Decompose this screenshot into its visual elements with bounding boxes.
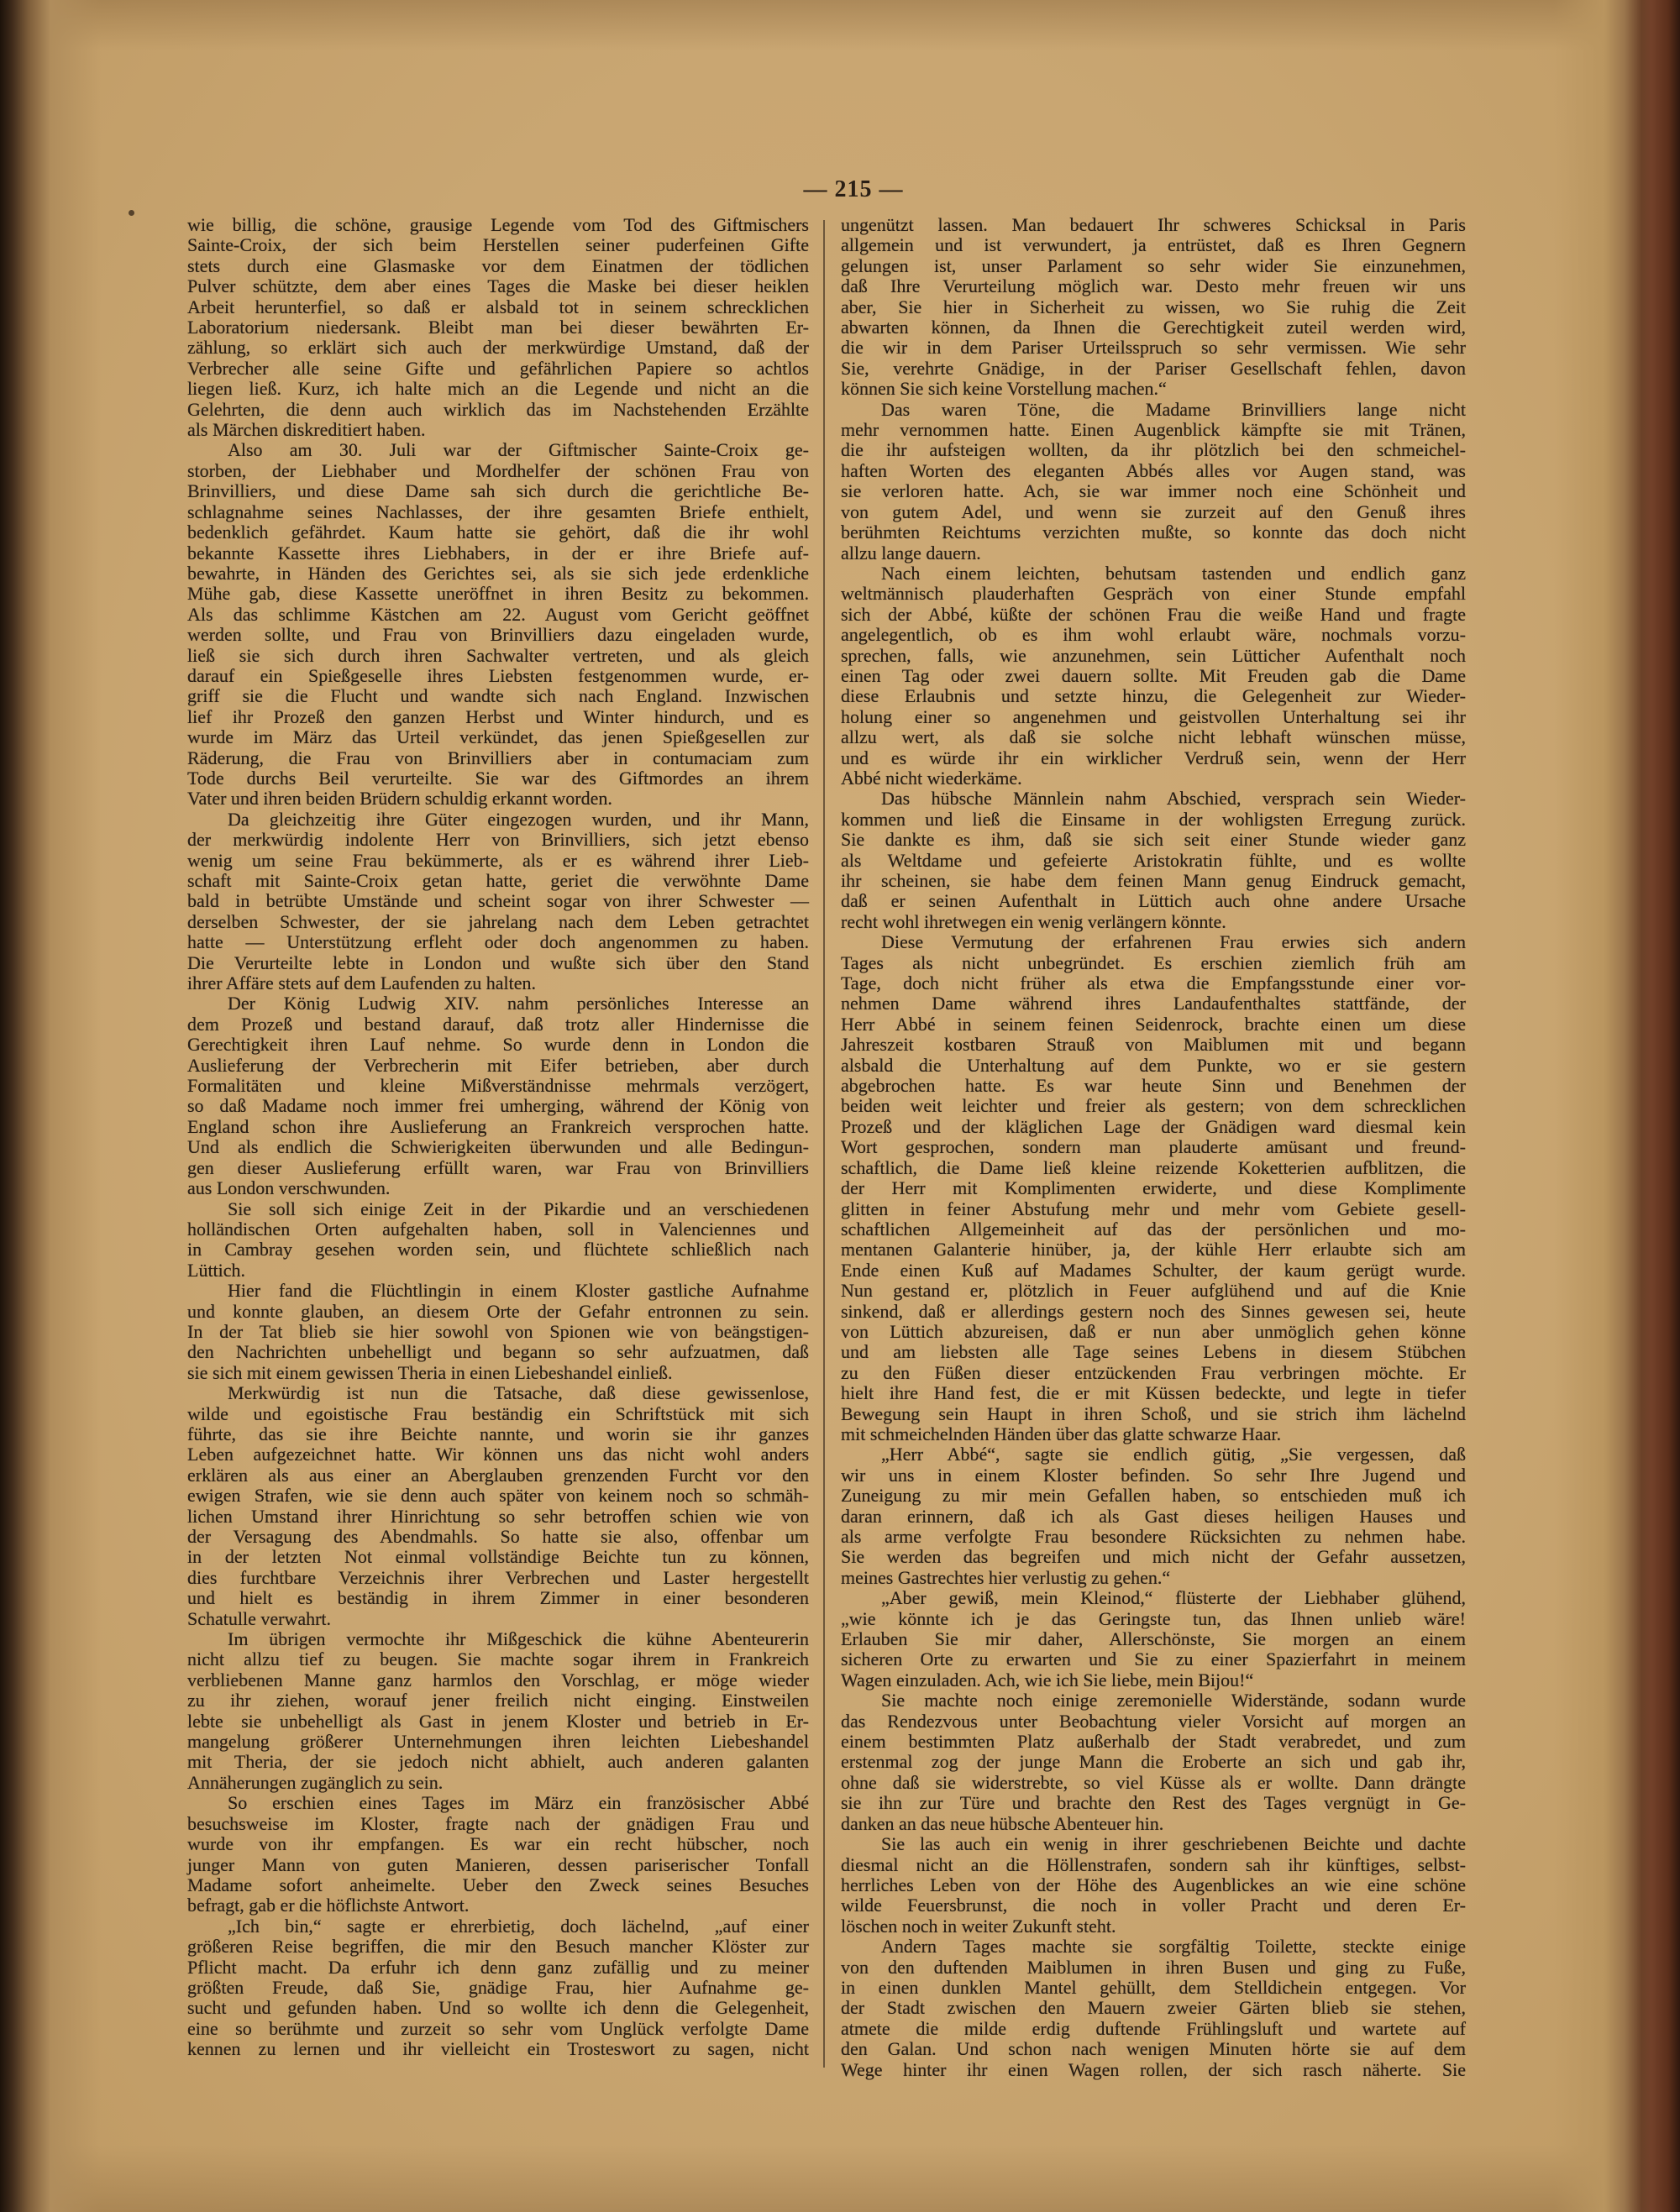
text-line: schaftlich, die Dame ließ kleine reizende Koketterien aufblitzen, die [841, 1156, 1466, 1178]
paragraph [187, 1383, 809, 1629]
text-line: weltmännisch plauderhaften Gespräch von einer Stunde empfahl [841, 583, 1466, 605]
text-line: Laboratorium niedersank. Bleibt man bei dieser bewährten Er- [187, 317, 809, 338]
text-line: meines Gastrechtes hier verlustig zu gehen.“ [841, 1566, 1171, 1588]
paragraph [841, 215, 1466, 400]
text-line: eine so berühmte und zurzeit so sehr vom Unglück verfolgte Dame [187, 2017, 809, 2039]
paragraph [187, 1793, 809, 1916]
text-line: erstenmal zog der junge Mann die Eroberte an sich und gab ihr, [841, 1751, 1466, 1773]
text-line: verbliebenen Manne ganz harmlos den Vorschlag, er möge wieder [187, 1669, 809, 1690]
paragraph [187, 1199, 809, 1282]
paragraph [187, 993, 809, 1198]
text-line: hatte — Unterstützung erfleht oder doch angenommen zu haben. [187, 931, 809, 953]
text-line: griff sie die Flucht und wandte sich nach England. Inzwischen [187, 685, 809, 707]
text-line: alsbald die Unterhaltung auf dem Punkte, wo er sie gestern [841, 1054, 1466, 1076]
text-line: daß Ihre Verurteilung möglich war. Desto mehr freuen wir uns [841, 275, 1466, 297]
text-line: holung einer so angenehmen und geistvollen Unterhaltung sei ihr [841, 705, 1466, 727]
text-line: als Märchen diskreditiert haben. [187, 419, 426, 441]
text-line: abwarten können, da Ihnen die Gerechtigkeit zuteil werden wird, [841, 317, 1466, 338]
text-line: stets durch eine Glasmaske vor dem Einatmen der tödlichen [187, 254, 809, 276]
text-line: Ende einen Kuß auf Madames Schulter, der kaum gerügt wurde. [841, 1259, 1466, 1281]
text-line: Nach einem leichten, behutsam tastenden und endlich ganz [881, 562, 1466, 584]
text-line: zu ihr ziehen, worauf jener freilich nicht einging. Einstweilen [187, 1690, 809, 1711]
paragraph [187, 1281, 809, 1383]
text-line: darauf ein Spießgeselle ihres Liebsten festgenommen wurde, er- [187, 664, 809, 686]
text-line: mentanen Galanterie hinüber, ja, der kühle Herr erlaubte sich am [841, 1239, 1466, 1261]
text-line: storben, der Liebhaber und Mordhelfer der schönen Frau von [187, 459, 809, 481]
text-line: Räderung, die Frau von Brinvilliers aber in contumaciam zum [187, 747, 809, 768]
text-line: Vater und ihren beiden Brüdern schuldig erkannt worden. [187, 788, 612, 810]
text-line: abgebrochen hatte. Es war heute Sinn und Benehmen der [841, 1075, 1466, 1097]
text-line: gelungen ist, unser Parlament so sehr wider Sie einzunehmen, [841, 254, 1466, 276]
text-line: besuchsweise im Kloster, fragte nach der gnädigen Frau und [187, 1812, 809, 1834]
text-line: so daß Madame noch immer frei umherging, während der König von [187, 1095, 809, 1117]
text-line: Sainte-Croix, der sich beim Herstellen seiner puderfeinen Gifte [187, 234, 809, 256]
text-line: werden sollte, und Frau von Brinvilliers dazu eingeladen wurde, [187, 624, 809, 646]
text-line: in der letzten Not einmal vollständige Beichte tun zu können, [187, 1546, 809, 1568]
text-line: die wir in dem Pariser Urteilsspruch so sehr vermissen. Wie sehr [841, 337, 1466, 359]
text-line: Gerechtigkeit ihren Lauf nehme. So wurde denn in London die [187, 1034, 809, 1056]
text-line: in Cambray gesehen worden sein, und flüchtete schließlich nach [187, 1239, 809, 1261]
text-line: beiden weit leichter und freier als gestern; von dem schrecklichen [841, 1095, 1466, 1117]
text-line: Auslieferung der Verbrecherin mit Eifer betrieben, aber durch [187, 1054, 809, 1076]
paragraph [841, 1588, 1466, 1690]
text-line: nehmen Dame während ihres Landaufenthaltes stattfände, der [841, 993, 1466, 1014]
text-line: ihrer Affäre stets auf dem Laufenden zu halten. [187, 972, 536, 994]
text-line: Das waren Töne, die Madame Brinvilliers lange nicht [881, 398, 1466, 420]
ink-speck [129, 210, 134, 216]
text-line: England schon ihre Auslieferung an Frankreich versprochen hatte. [187, 1115, 809, 1137]
paragraph [841, 400, 1466, 563]
text-line: angelegentlich, ob es ihm wohl erlaubt wäre, nochmals vorzu- [841, 624, 1466, 646]
text-line: und hielt es beständig in ihrem Zimmer in einer besonderen [187, 1587, 809, 1609]
text-line: Und als endlich die Schwierigkeiten überwunden und alle Bedingun- [187, 1136, 809, 1158]
text-line: der Stadt zwischen den Mauern zweier Gärten blieb sie stehen, [841, 1997, 1466, 2019]
text-line: zählung, so erklärt sich auch der merkwürdige Umstand, daß der [187, 337, 809, 359]
text-line: derselben Schwester, der sie jahrelang nach dem Leben getrachtet [187, 910, 809, 932]
text-line: Annäherungen zugänglich zu sein. [187, 1771, 444, 1793]
text-line: Herr Abbé in seinem feinen Seidenrock, brachte einen um diese [841, 1013, 1466, 1035]
text-line: mit schmeichelnden Händen über das glatte schwarze Haar. [841, 1423, 1282, 1444]
text-line: Tage, doch nicht früher als etwa die Empfangsstunde einer vor- [841, 972, 1466, 994]
text-line: Lüttich. [187, 1259, 246, 1281]
text-line: Mühe gab, diese Kassette uneröffnet in ihren Besitz zu bekommen. [187, 583, 809, 605]
text-line: nicht allzu tief zu beugen. Sie machte sogar ihrem in Frankreich [187, 1649, 809, 1670]
left-column [187, 215, 809, 2060]
text-line: Verbrecher alle seine Gifte und gefährlichen Papiere so achtlos [187, 357, 809, 379]
text-line: Pflicht macht. Da erfuhr ich denn ganz zufällig und zu meiner [187, 1956, 809, 1978]
text-line: bedenklich gefährdet. Kaum hatte sie gehört, daß die ihr wohl [187, 522, 809, 543]
text-line: ihr scheinen, sie habe dem feinen Mann genug Eindruck gemacht, [841, 870, 1466, 891]
text-line: Tages als nicht unbegründet. Es erschien ziemlich früh am [841, 951, 1466, 973]
text-line: lief ihr Prozeß den ganzen Herbst und Winter hindurch, und es [187, 705, 809, 727]
text-line: Der König Ludwig XIV. nahm persönliches Interesse an [228, 993, 809, 1014]
text-line: In der Tat blieb sie hier sowohl von Spionen wie von beängstigen- [187, 1320, 809, 1342]
text-line: „Aber gewiß, mein Kleinod,“ flüsterte der Liebhaber glühend, [881, 1587, 1466, 1609]
text-line: kennen zu lernen und ihr vielleicht ein Trosteswort zu sagen, nicht [187, 2038, 809, 2060]
text-line: mangelung größerer Unternehmungen ihren leichten Liebeshandel [187, 1731, 809, 1753]
text-line: von den duftenden Maiblumen in ihren Busen und ging zu Fuße, [841, 1956, 1466, 1978]
text-line: wie billig, die schöne, grausige Legende vom Tod des Giftmischers [187, 214, 809, 235]
page-number: — 215 — [803, 176, 904, 202]
text-line: aus London verschwunden. [187, 1177, 391, 1199]
text-line: lebte sie unbehelligt als Gast in jenem Kloster und betrieb in Er- [187, 1710, 809, 1732]
text-line: Andern Tages machte sie sorgfältig Toilette, steckte einige [881, 1936, 1466, 1958]
text-line: von Lüttich abzureisen, daß er nun aber unmöglich gehen könne [841, 1320, 1466, 1342]
text-line: Als das schlimme Kästchen am 22. August vom Gericht geöffnet [187, 603, 809, 625]
text-line: ungenützt lassen. Man bedauert Ihr schweres Schicksal in Paris [841, 214, 1466, 235]
text-line: einem bestimmten Platz außerhalb der Stadt verabredet, und zum [841, 1731, 1466, 1753]
text-line: wurde von ihr empfangen. Es war ein recht hübscher, noch [187, 1833, 809, 1855]
text-line: sie sich mit einem gewissen Theria in einen Liebeshandel einließ. [187, 1361, 673, 1383]
text-line: herrliches Leben von der Höhe des Augenblickes an wie eine schöne [841, 1874, 1466, 1895]
paragraph [187, 1916, 809, 2060]
text-line: So erschien eines Tages im März ein französischer Abbé [228, 1792, 809, 1814]
text-line: löschen noch in weiter Zukunft steht. [841, 1915, 1116, 1937]
text-line: Das hübsche Männlein nahm Abschied, versprach sein Wieder- [881, 788, 1466, 810]
text-line: bekannte Kassette ihres Liebhabers, in der er ihre Briefe auf- [187, 542, 809, 563]
text-line: der Versagung des Abendmahls. So hatte sie also, offenbar um [187, 1526, 809, 1547]
text-line: Wort gesprochen, sondern man plauderte amüsant und freund- [841, 1136, 1466, 1158]
text-line: bewahrte, in Händen des Gerichtes sei, als sie sich jede erdenkliche [187, 562, 809, 584]
text-line: Formalitäten und kleine Mißverständnisse mehrmals verzögert, [187, 1075, 809, 1097]
text-line: größten Freude, daß Sie, gnädige Frau, hier Aufnahme ge- [187, 1976, 809, 1998]
paragraph [187, 215, 809, 440]
text-line: kommen und ließ die Einsame in der wohligsten Erregung zurück. [841, 808, 1466, 830]
column-divider [823, 220, 825, 2068]
text-line: den Galan. Und schon nach wenigen Minuten hörte sie auf dem [841, 2038, 1466, 2060]
text-line: Diese Vermutung der erfahrenen Frau erwies sich andern [881, 931, 1466, 953]
paragraph [841, 789, 1466, 932]
text-line: Sie machte noch einige zeremonielle Widerstände, sodann wurde [881, 1690, 1466, 1711]
text-line: und konnte glauben, an diesem Orte der Gefahr entronnen zu sein. [187, 1300, 809, 1322]
paragraph [187, 440, 809, 809]
text-line: zu den Füßen dieser entzückenden Frau verbringen möchte. Er [841, 1361, 1466, 1383]
text-line: wilde und egoistische Frau beständig ein Schriftstück mit sich [187, 1402, 809, 1424]
text-line: hielt ihre Hand fest, die er mit Küssen bedeckte, und legte in tiefer [841, 1382, 1466, 1404]
text-line: Sie las auch ein wenig in ihrer geschriebenen Beichte und dachte [881, 1833, 1466, 1855]
text-line: Zuneigung zu mir mein Gefallen haben, so entschieden muß ich [841, 1485, 1466, 1507]
text-line: Tode durchs Beil verurteilte. Sie war des Giftmordes an ihrem [187, 767, 809, 789]
text-line: wilde Feuersbrunst, die noch in voller Pracht und deren Er- [841, 1895, 1466, 1916]
text-line: sinkend, daß er allerdings gestern noch des Sinnes gewesen sei, heute [841, 1300, 1466, 1322]
text-line: daran erinnern, daß ich als Gast dieses heiligen Hauses und [841, 1505, 1466, 1527]
text-line: in einen dunklen Mantel gehüllt, dem Stelldichein entgegen. Vor [841, 1976, 1466, 1998]
text-line: Wege hinter ihr einen Wagen rollen, der sich rasch näherte. Sie [841, 2058, 1466, 2080]
text-line: als arme verfolgte Frau besondere Rücksichten zu nehmen habe. [841, 1526, 1466, 1547]
text-line: ließ sie sich durch ihren Sachwalter vertreten, und als gleich [187, 644, 809, 666]
text-line: sich der Abbé, küßte der schönen Frau die weiße Hand und fragte [841, 603, 1466, 625]
text-line: allzu lange dauern. [841, 542, 981, 563]
text-line: Sie soll sich einige Zeit in der Pikardie und an verschiedenen [228, 1198, 809, 1219]
text-line: dem Prozeß und bestand darauf, daß trotz aller Hindernisse die [187, 1013, 809, 1035]
text-line: Im übrigen vermochte ihr Mißgeschick die kühne Abenteurerin [228, 1628, 809, 1650]
paragraph [187, 1629, 809, 1793]
text-line: befragt, gab er die höflichste Antwort. [187, 1895, 470, 1916]
right-column [841, 215, 1466, 2080]
text-line: schlagnahme seines Nachlasses, der ihre gesamten Briefe enthielt, [187, 501, 809, 522]
text-line: danken an das neue hübsche Abenteuer hin. [841, 1812, 1164, 1834]
text-line: Schatulle verwahrt. [187, 1607, 332, 1629]
text-line: und es würde ihr ein wirklicher Verdruß sein, wenn der Herr [841, 747, 1466, 768]
text-line: junger Mann von guten Manieren, dessen pariserischer Tonfall [187, 1853, 809, 1875]
text-line: Abbé nicht wiederkäme. [841, 767, 1022, 789]
text-line: haften Worten des eleganten Abbés alles vor Augen stand, was [841, 459, 1466, 481]
text-line: daß er seinen Aufenthalt in Lüttich auch ohne andere Ursache [841, 890, 1466, 912]
paragraph [841, 563, 1466, 789]
text-line: Hier fand die Flüchtlingin in einem Kloster gastliche Aufnahme [228, 1280, 809, 1302]
text-line: einen Tag oder zwei dauern sollte. Mit Freuden gab die Dame [841, 664, 1466, 686]
text-line: die ihr aufsteigen wollten, da ihr plötzlich bei den schmeichel- [841, 439, 1466, 461]
text-line: allgemein und ist verwundert, ja entrüstet, daß es Ihren Gegnern [841, 234, 1466, 256]
text-line: Sie dankte es ihm, daß sie sich seit einer Stunde wieder ganz [841, 829, 1466, 851]
paragraph [841, 1444, 1466, 1588]
text-line: dies furchtbare Verzeichnis ihrer Verbrechen und Laster hergestellt [187, 1566, 809, 1588]
text-line: Nun gestand er, plötzlich in Feuer aufglühend und auf die Knie [841, 1280, 1466, 1302]
text-line: der merkwürdig indolente Herr von Brinvilliers, sich jetzt ebenso [187, 829, 809, 851]
text-line: diesmal nicht an die Höllenstrafen, sondern sah ihr künftiges, selbst- [841, 1853, 1466, 1875]
text-line: den Nachrichten unbehelligt und begann so sehr aufzuatmen, daß [187, 1341, 809, 1363]
text-line: glitten in feiner Abstufung mehr und mehr vom Gebiete gesell- [841, 1198, 1466, 1219]
text-line: „wie könnte ich je das Geringste tun, das Ihnen unlieb wäre! [841, 1607, 1466, 1629]
text-line: „Ich bin,“ sagte er ehrerbietig, doch lächelnd, „auf einer [228, 1915, 809, 1937]
text-line: recht wohl ihretwegen ein wenig verlängern könnte. [841, 910, 1226, 932]
text-line: aber, Sie hier in Sicherheit zu wissen, wo Sie ruhig die Zeit [841, 296, 1466, 317]
text-line: Sie werden das begreifen und mich nicht der Gefahr aussetzen, [841, 1546, 1466, 1568]
text-line: mit Theria, der sie jedoch nicht abhielt, auch anderen galanten [187, 1751, 809, 1773]
text-line: Bewegung sein Haupt in ihren Schoß, und sie strich ihm lächelnd [841, 1402, 1466, 1424]
text-line: holländischen Orten aufgehalten haben, soll in Valenciennes und [187, 1218, 809, 1240]
text-line: führte, das sie ihre Beichte nannte, und worin sie ihr ganzes [187, 1423, 809, 1444]
text-line: Gelehrten, die denn auch wirklich das im Nachstehenden Erzählte [187, 398, 809, 420]
text-line: schaft mit Sainte-Croix getan hatte, geriet die verwöhnte Dame [187, 870, 809, 891]
text-line: von gutem Adel, und wenn sie zurzeit auf den Genuß ihres [841, 501, 1466, 522]
text-line: bald in betrübte Umstände und scheint sogar von ihrer Schwester — [187, 890, 809, 912]
text-line: wenig um seine Frau bekümmerte, als er es während ihrer Lieb- [187, 849, 809, 871]
text-line: Arbeit herunterfiel, so daß er alsbald tot in seinem schrecklichen [187, 296, 809, 317]
text-line: größeren Reise begriffen, die mir den Besuch mancher Klöster zur [187, 1936, 809, 1958]
paragraph [841, 932, 1466, 1444]
paragraph [841, 1834, 1466, 1937]
text-line: das Rendezvous unter Beobachtung vieler Vorsicht auf morgen an [841, 1710, 1466, 1732]
text-line: sprechen, falls, wie anzunehmen, sein Lütticher Aufenthalt noch [841, 644, 1466, 666]
text-line: ewigen Strafen, wie sie denn auch später von keinem noch so schmäh- [187, 1485, 809, 1507]
text-line: liegen ließ. Kurz, ich halte mich an die Legende und nicht an die [187, 378, 809, 400]
text-line: sucht und gefunden haben. Und so wollte ich denn die Gelegenheit, [187, 1997, 809, 2019]
text-line: schaftlichen Allgemeinheit auf das der persönlichen und mo- [841, 1218, 1466, 1240]
text-line: sie verloren hatte. Ach, sie war immer noch eine Schönheit und [841, 480, 1466, 502]
text-line: Brinvilliers, und diese Dame sah sich durch die gerichtliche Be- [187, 480, 809, 502]
text-line: können Sie sich keine Vorstellung machen.“ [841, 378, 1167, 400]
text-line: berühmten Reichtums verzichten mußte, so konnte das doch nicht [841, 522, 1466, 543]
text-line: atmete die milde erdig duftende Frühlingsluft und wartete auf [841, 2017, 1466, 2039]
text-line: Pulver schützte, dem aber eines Tages die Maske bei dieser heiklen [187, 275, 809, 297]
text-line: Sie, verehrte Gnädige, in der Pariser Gesellschaft fehlen, davon [841, 357, 1466, 379]
text-line: sicheren Orte zu erwarten und Sie zu einer Spazierfahrt in meinem [841, 1649, 1466, 1670]
text-line: wurde im März das Urteil verkündet, das jenen Spießgesellen zur [187, 726, 809, 748]
text-line: diese Erlaubnis und setzte hinzu, die Gelegenheit zur Wieder- [841, 685, 1466, 707]
text-line: Da gleichzeitig ihre Güter eingezogen wurden, und ihr Mann, [228, 808, 809, 830]
text-line: als Weltdame und gefeierte Aristokratin fühlte, und es wollte [841, 849, 1466, 871]
text-line: Die Verurteilte lebte in London und wußte sich über den Stand [187, 951, 809, 973]
paragraph [841, 1690, 1466, 1834]
text-line: Erlauben Sie mir daher, Allerschönste, Sie morgen an einem [841, 1628, 1466, 1650]
text-line: Jahreszeit kostbaren Strauß von Maiblumen mit und begann [841, 1034, 1466, 1056]
text-line: lichen Umstand ihrer Hinrichtung so sehr betroffen schien wie von [187, 1505, 809, 1527]
text-line: Leben aufgezeichnet hatte. Wir können uns das nicht wohl anders [187, 1444, 809, 1465]
text-line: „Herr Abbé“, sagte sie endlich gütig, „Sie vergessen, daß [881, 1444, 1466, 1465]
text-line: Madame sofort anheimelte. Ueber den Zweck seines Besuches [187, 1874, 809, 1895]
paragraph [187, 810, 809, 994]
text-line: sie ihn zur Türe und brachte den Rest des Tages vergnügt in Ge- [841, 1792, 1466, 1814]
text-line: der Herr mit Komplimenten erwiderte, und diese Komplimente [841, 1177, 1466, 1199]
text-line: Also am 30. Juli war der Giftmischer Sainte-Croix ge- [228, 439, 809, 461]
text-line: ohne daß sie widerstrebte, so viel Küsse als er wollte. Dann drängte [841, 1771, 1466, 1793]
text-line: allzu wert, als daß sie solche nicht lebhaft wünschen müsse, [841, 726, 1466, 748]
text-line: wir uns in einem Kloster befinden. So sehr Ihre Jugend und [841, 1464, 1466, 1486]
text-line: mehr vernommen hatte. Einen Augenblick kämpfte sie mit Tränen, [841, 419, 1466, 441]
text-line: erklären als aus einer an Aberglauben grenzenden Furcht vor den [187, 1464, 809, 1486]
text-line: Prozeß und der kläglichen Lage der Gnädigen ward diesmal kein [841, 1115, 1466, 1137]
text-line: Wagen einzuladen. Ach, wie ich Sie liebe, mein Bijou!“ [841, 1669, 1254, 1690]
paragraph [841, 1937, 1466, 2080]
text-line: gen dieser Auslieferung erfüllt waren, war Frau von Brinvilliers [187, 1156, 809, 1178]
text-line: und am liebsten alle Tage seines Lebens in diesem Stübchen [841, 1341, 1466, 1363]
text-line: Merkwürdig ist nun die Tatsache, daß diese gewissenlose, [228, 1382, 809, 1404]
